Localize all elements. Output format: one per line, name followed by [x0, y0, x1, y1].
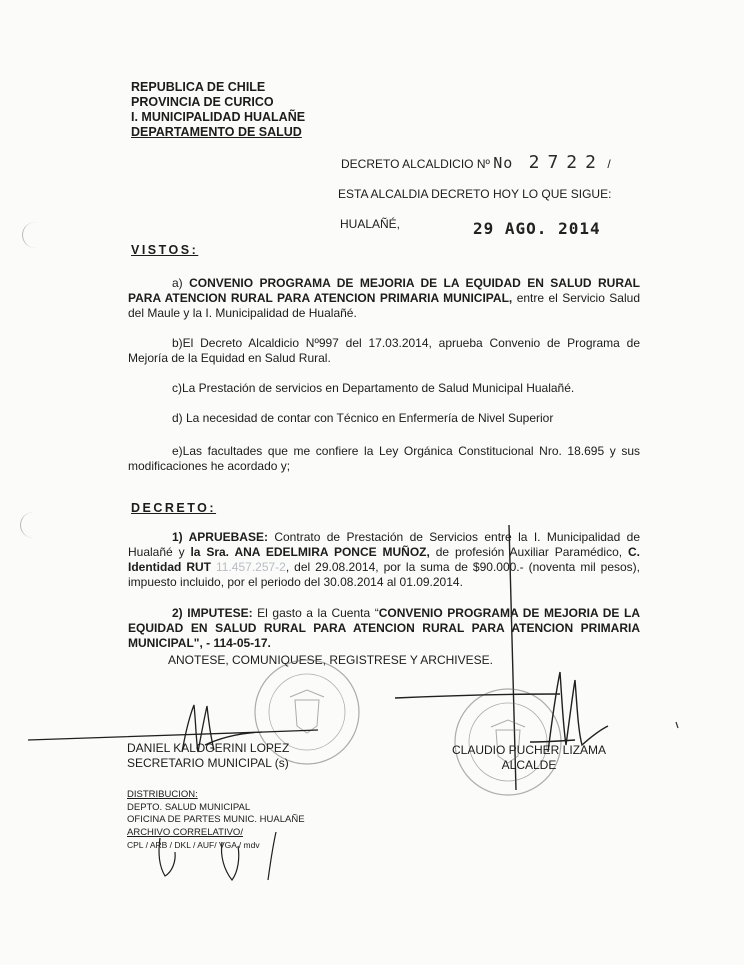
signature-block-right: [452, 743, 606, 773]
vistos-c-text: c)La Prestación de servicios en Departamento de Salud Municipal Hualañé.: [172, 381, 575, 395]
decree-label: DECRETO ALCALDICIO Nº: [341, 157, 490, 171]
vistos-heading: VISTOS:: [131, 243, 199, 257]
decree-stamp-no: No: [493, 154, 514, 172]
closing-formula: ANOTESE, COMUNIQUESE, REGISTRESE Y ARCHIVESE.: [168, 653, 493, 667]
place-name: HUALAÑÉ,: [340, 217, 401, 231]
decree-number: 2722: [528, 152, 604, 173]
vistos-b-text: b)El Decreto Alcaldicio Nº997 del 17.03.2014, aprueba Convenio de Programa de Mejoría de la Equidad en Salud Rural.: [128, 336, 640, 365]
signature-right: [395, 672, 608, 752]
decreto-2-text-1: El gasto a la Cuenta “: [257, 606, 379, 620]
decreto-heading: DECRETO:: [131, 501, 217, 515]
distribution-block: [127, 789, 305, 852]
decreto-2-label: 2) IMPUTESE:: [172, 606, 253, 620]
decreto-1-name: la Sra. ANA EDELMIRA PONCE MUÑOZ,: [190, 545, 430, 559]
vistos-d-text: d) La necesidad de contar con Técnico en Enfermería de Nivel Superior: [172, 411, 554, 425]
letterhead-line-4: DEPARTAMENTO DE SALUD: [131, 125, 302, 139]
decreto-1-text-2: de profesión Auxiliar Paramédico,: [435, 545, 623, 559]
distribution-archive: ARCHIVO CORRELATIVO/: [127, 826, 243, 838]
vistos-a-bold: CONVENIO PROGRAMA DE MEJORIA DE LA EQUIDAD EN SALUD RURAL PARA ATENCION RURAL PARA ATENCION PRIMARIA MUNICIPAL,: [128, 276, 640, 305]
distribution-copies: CPL / ARB / DKL / AUF/ VGA / mdv: [127, 840, 260, 850]
decreto-1-text-3: , del 29.08.2014, por la suma de $90.000.- (noventa mil pesos), impuesto incluido, por el periodo del 30.08.2014 al 01.09.2014.: [128, 560, 640, 589]
signatory-right-title: ALCALDE: [501, 758, 557, 772]
vistos-a-rest: entre el Servicio Salud del Maule y la I. Municipalidad de Hualañé.: [128, 291, 640, 320]
distribution-line-2: OFICINA DE PARTES MUNIC. HUALAÑE: [127, 814, 305, 825]
alcaldia-statement: ESTA ALCALDIA DECRETO HOY LO QUE SIGUE:: [338, 187, 612, 201]
date-stamp: 29 AGO. 2014: [473, 219, 601, 238]
decreto-1-rut: 11.457.257-2: [216, 560, 286, 574]
decreto-2-bold: CONVENIO PROGRAMA DE MEJORIA DE LA EQUIDAD EN SALUD RURAL PARA ATENCION RURAL PARA ATENCION PRIMARIA MUNICIPAL", - 114-05-17.: [128, 606, 640, 650]
decree-number-trailing: /: [607, 157, 611, 171]
decreto-1-ci-label: C. Identidad RUT: [128, 545, 640, 574]
distribution-heading: DISTRIBUCION:: [127, 789, 198, 800]
signature-block-left: [127, 741, 289, 771]
distribution-line-1: DEPTO. SALUD MUNICIPAL: [127, 801, 251, 813]
letterhead-line-2: PROVINCIA DE CURICO: [131, 95, 274, 109]
decreto-1-label: 1) APRUEBASE:: [172, 530, 268, 544]
letterhead-line-3: I. MUNICIPALIDAD HUALAÑE: [131, 110, 306, 124]
vistos-e-text: e)Las facultades que me confiere la Ley Orgánica Constitucional Nro. 18.695 y sus modificaciones he acordado y;: [128, 444, 640, 473]
signatory-left-name: DANIEL KALOGERINI LOPEZ: [127, 741, 290, 755]
signatory-right-name: CLAUDIO PUCHER LIZAMA: [452, 743, 607, 757]
decreto-1-text-1: Contrato de Prestación de Servicios entre la I. Municipalidad de Hualañé y: [128, 530, 640, 559]
signatory-left-title: SECRETARIO MUNICIPAL (s): [127, 756, 289, 770]
vistos-a-prefix: a): [172, 276, 183, 290]
stray-mark: [676, 722, 678, 728]
letterhead-line-1: REPUBLICA DE CHILE: [131, 80, 266, 94]
